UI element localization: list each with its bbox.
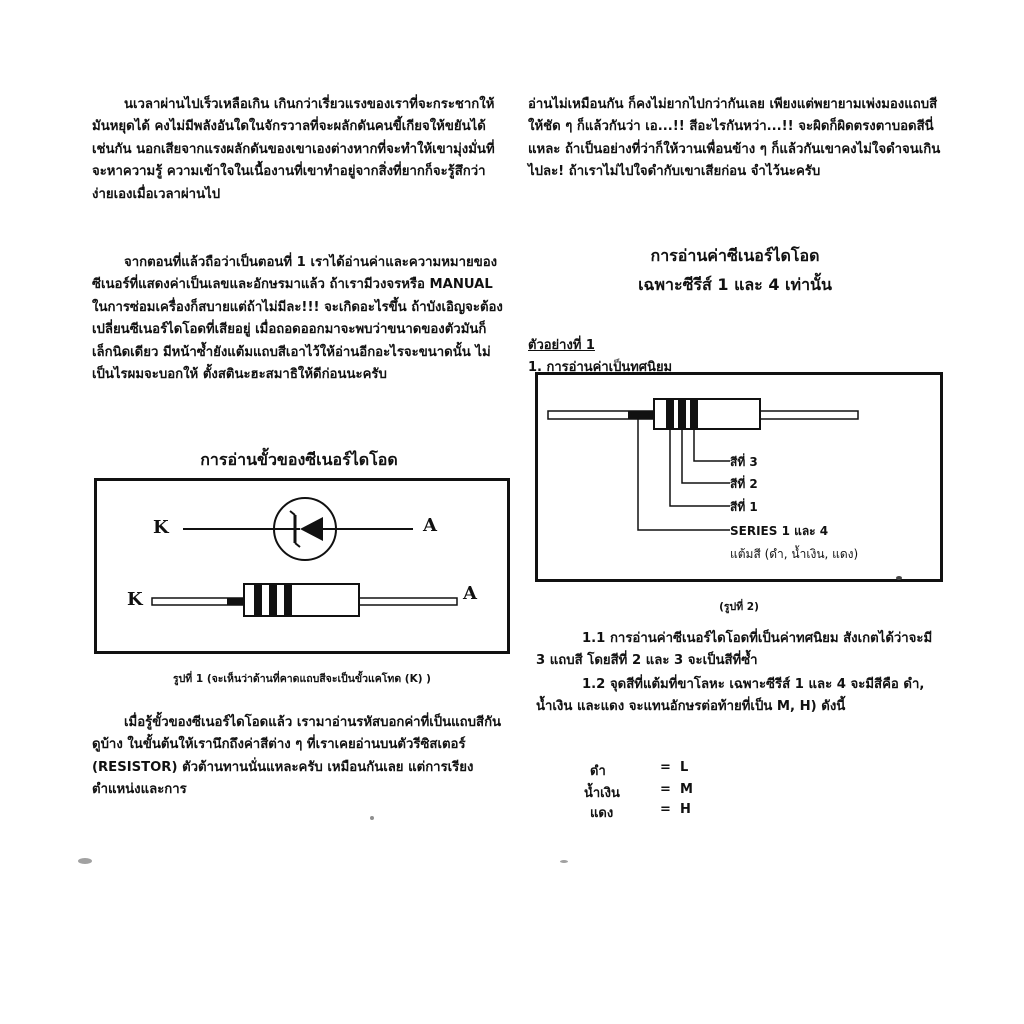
leader-c2 [682, 429, 730, 483]
band-1 [254, 584, 262, 616]
legend-color: น้ำเงิน [584, 786, 620, 801]
left-section-heading: การอ่านขั้วของซีเนอร์ไดโอด [200, 450, 398, 469]
cathode-stripe-lead [227, 598, 245, 605]
legend-color: ดำ [590, 764, 606, 779]
left-paragraph-3: เมื่อรู้ขั้วของซีเนอร์ไดโอดแล้ว เรามาอ่านรหัสบอกค่าที่เป็นแถบสีกันดูบ้าง ในขั้นต้นให้เรานึกถึงค่าสีต่าง ๆ ที่เราเคยอ่านบนตัวรีซิสเตอร์ (RESISTOR) ตัวต้านทานนั่นแหละครับ เหมือนกันเลย แต่การเรียงตำแหน่งและการ [92, 715, 502, 798]
label-color-3: สีที่ 3 [730, 455, 758, 469]
diode-a-label: A [463, 583, 477, 604]
legend-equals: = [660, 760, 671, 775]
fig2-series-dot [628, 411, 654, 419]
example-label: ตัวอย่างที่ 1 [528, 338, 595, 353]
label-series-colors: แต้มสี (ดำ, น้ำเงิน, แดง) [730, 547, 859, 561]
leader-series [638, 419, 730, 530]
legend-equals: = [660, 782, 671, 797]
fig2-band-1 [666, 399, 674, 429]
label-color-2: สีที่ 2 [730, 477, 758, 491]
schematic-k-label: K [153, 517, 169, 538]
legend-code: H [680, 802, 691, 817]
legend-equals: = [660, 802, 671, 817]
figure-1-caption: รูปที่ 1 (จะเห็นว่าด้านที่คาดแถบสีจะเป็นขั้วแคโทด (K) ) [173, 673, 431, 685]
label-color-1: สีที่ 1 [730, 500, 758, 514]
figure-1-box [94, 478, 510, 654]
legend-color: แดง [590, 806, 614, 821]
right-heading-2: เฉพาะซีรีส์ 1 และ 4 เท่านั้น [638, 275, 832, 294]
schematic-a-label: A [423, 515, 437, 536]
scan-speck [370, 816, 374, 820]
figure-2-caption: (รูปที่ 2) [719, 601, 759, 613]
scan-speck [78, 858, 92, 864]
right-paragraph-1-1: 1.1 การอ่านค่าซีเนอร์ไดโอดที่เป็นค่าทศนิยม สังเกตได้ว่าจะมี 3 แถบสี โดยสีที่ 2 และ 3 จะเป็นสีที่ซ้ำ [536, 631, 933, 669]
right-paragraph-1-2: 1.2 จุดสีที่แต้มที่ขาโลหะ เฉพาะซีรีส์ 1 และ 4 จะมีสีคือ ดำ, น้ำเงิน และแดง จะแทนอักษรต่อท้ายที่เป็น M, H) ดังนี้ [536, 677, 925, 715]
label-series: SERIES 1 และ 4 [730, 524, 829, 538]
legend-code: M [680, 782, 693, 797]
band-3 [284, 584, 292, 616]
band-2 [269, 584, 277, 616]
fig2-lead-right [760, 411, 858, 419]
figure-2-box [535, 372, 943, 582]
zener-symbol-triangle [300, 517, 323, 541]
scan-speck [896, 576, 902, 580]
right-paragraph-1: อ่านไม่เหมือนกัน ก็คงไม่ยากไปกว่ากันเลย เพียงแต่พยายามเพ่งมองแถบสีให้ชัด ๆ ก็แล้วกันว่า เอ...!! สีอะไรกันหว่า...!! จะผิดก็ผิดตรงตาบอดสีนี่แหละ ถ้าเป็นอย่างที่ว่าก็ให้วานเพื่อนข้าง ๆ ก็แล้วกันเขาคงไม่ใจดำจนเกินไปละ! ถ้าเราไม่ไปใจดำกับเขาเสียก่อน จำไว้นะครับ [528, 97, 941, 180]
legend-code: L [680, 760, 689, 775]
right-heading-1: การอ่านค่าซีเนอร์ไดโอด [650, 246, 820, 265]
section-1-label: 1. การอ่านค่าเป็นทศนิยม [528, 360, 673, 375]
left-paragraph-2: จากตอนที่แล้วถือว่าเป็นตอนที่ 1 เราได้อ่านค่าและความหมายของซีเนอร์ที่แสดงค่าเป็นเลขและอักษรมาแล้ว ถ้าเรามีวงจรหรือ MANUAL ในการซ่อมเครื่องก็สบายแต่ถ้าไม่มีละ!!! จะเกิดอะไรขึ้น ถ้าบังเอิญจะต้องเปลี่ยนซีเนอร์ไดโอดที่เสียอยู่ เมื่อถอดออกมาจะพบว่าขนาดของตัวมันก็เล็กนิดเดียว มีหน้าซ้ำยังแต้มแถบสีเอาไว้ให้อ่านอีกอะไรจะขนาดนั้น ไม่เป็นไรผมจะบอกให้ ตั้งสตินะฮะสมาธิให้ดีก่อนนะครับ [92, 255, 503, 383]
fig2-band-2 [678, 399, 686, 429]
diode-k-label: K [127, 589, 143, 610]
leader-c3 [694, 429, 730, 461]
lead-right [359, 598, 457, 605]
scan-speck [560, 860, 568, 863]
leader-c1 [670, 429, 730, 506]
left-paragraph-1: นเวลาผ่านไปเร็วเหลือเกิน เกินกว่าเรี่ยวแรงของเราที่จะกระชากให้มันหยุดได้ คงไม่มีพลังอันใดในจักรวาลที่จะผลักดันคนขี้เกียจให้ขยันได้เช่นกัน นอกเสียจากแรงผลักดันของเขาเองต่างหากที่จะทำให้เขามุ่งมั่นที่จะหาความรู้ ความเข้าใจในเนื้องานที่เขาทำอยู่จากสิ่งที่ยากก็จะรู้สึกว่าง่ายเองเมื่อเวลาผ่านไป [92, 97, 495, 202]
zener-diagram [97, 481, 507, 651]
fig2-band-3 [690, 399, 698, 429]
